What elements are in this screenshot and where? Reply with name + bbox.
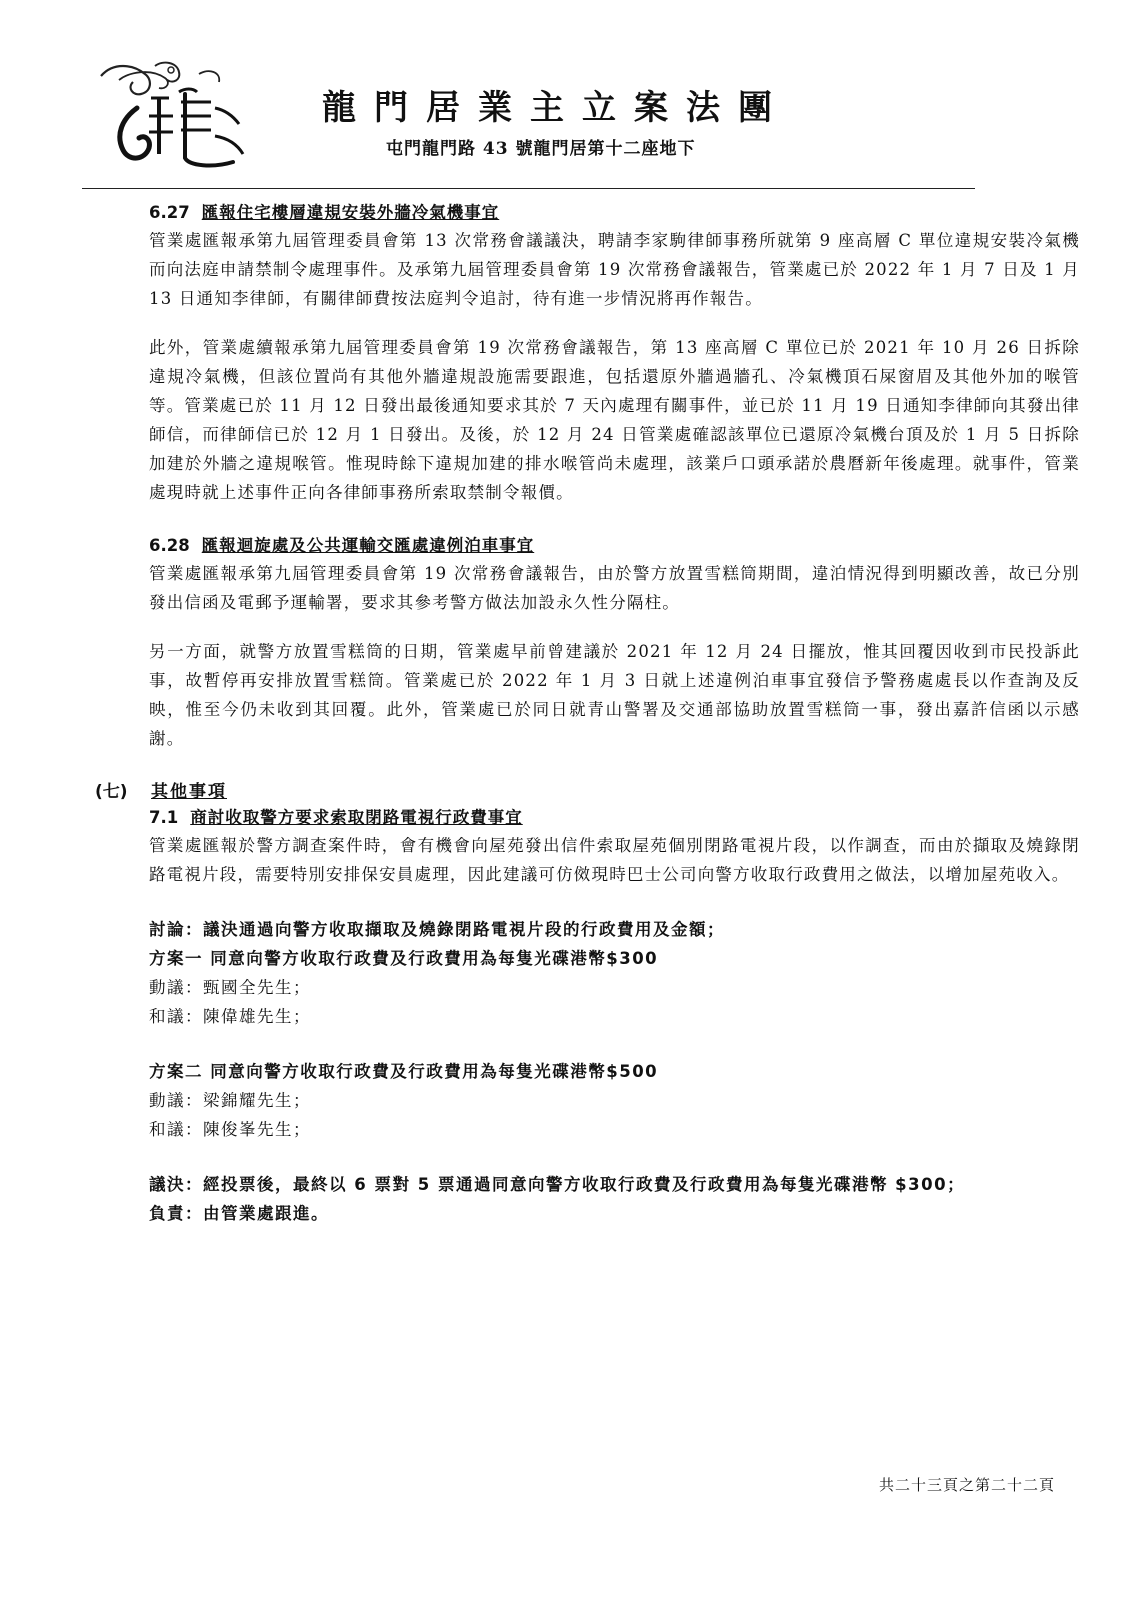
option-1-line: 方案一 同意向警方收取行政費及行政費用為每隻光碟港幣$300 <box>149 949 659 968</box>
section-title: 其他事項 <box>151 782 227 802</box>
section-7-1-heading <box>149 805 1080 831</box>
section-title: 商討收取警方要求索取閉路電視行政費事宜 <box>190 808 523 827</box>
section-7-1-paragraph: 管業處匯報於警方調查案件時，會有機會向屋苑發出信件索取屋苑個別閉路電視片段，以作調查，而由於擷取及燒錄閉路電視片段，需要特別安排保安員處理，因此建議可仿傚現時巴士公司向警方收取行政費用之做法，以增加屋苑收入。 <box>149 836 1080 884</box>
section-6-27-paragraph-2: 此外，管業處續報承第九屆管理委員會第 19 次常務會議報告，第 13 座高層 C 單位已於 2021 年 10 月 26 日拆除違規冷氣機，但該位置尚有其他外牆違規設施需要跟進，包括還原外牆過牆孔、冷氣機頂石屎窗眉及其他外加的喉管等。管業處已於 11 月 12 日發出最後通知要求其於 7 天內處理有關事件，並已於 11 月 19 日通知李律師向其發出律師信，而律師信已於 12 月 1 日發出。及後，於 12 月 24 日管業處確認該單位已還原冷氣機台頂及於 1 月 5 日拆除加建於外牆之違規喉管。惟現時餘下違規加建的排水喉管尚未處理，該業戶口頭承諾於農曆新年後處理。就事件，管業處現時就上述事件正向各律師事務所索取禁制令報價。 <box>149 338 1080 502</box>
section-6-28-paragraph-1: 管業處匯報承第九屆管理委員會第 19 次常務會議報告，由於警方放置雪糕筒期間，違泊情況得到明顯改善，故已分別發出信函及電郵予運輸署，要求其參考警方做法加設永久性分隔柱。 <box>149 564 1080 612</box>
header-divider <box>82 188 975 189</box>
section-6-28-paragraph-2: 另一方面，就警方放置雪糕筒的日期，管業處早前曾建議於 2021 年 12 月 24 日擺放，惟其回覆因收到市民投訴此事，故暫停再安排放置雪糕筒。管業處已於 2022 年 1 月 3 日就上述違例泊車事宜發信予警務處處長以作查詢及反映，惟至今仍未收到其回覆。此外，管業處已於同日就青山警署及交通部協助放置雪糕筒一事，發出嘉許信函以示感謝。 <box>149 642 1080 748</box>
option-2-line: 方案二 同意向警方收取行政費及行政費用為每隻光碟港幣$500 <box>149 1062 659 1081</box>
section-6-27-paragraph-1: 管業處匯報承第九屆管理委員會第 13 次常務會議議決，聘請李家駒律師事務所就第 9 座高層 C 單位違規安裝冷氣機而向法庭申請禁制令處理事件。及承第九屆管理委員會第 19 次常務會議報告，管業處已於 2022 年 1 月 7 日及 1 月 13 日通知李律師，有關律師費按法庭判令追討，待有進一步情況將再作報告。 <box>149 231 1080 308</box>
section-title: 匯報迴旋處及公共運輸交匯處違例泊車事宜 <box>201 536 535 555</box>
section-number: 6.27 <box>149 203 190 222</box>
section-number: (七) <box>95 782 128 802</box>
option-1-mover: 動議：甄國全先生； <box>149 978 311 997</box>
option-2-mover: 動議：梁錦耀先生； <box>149 1091 311 1110</box>
responsible-line: 負責：由管業處跟進。 <box>149 1204 329 1223</box>
option-2-seconder: 和議：陳俊峯先生； <box>149 1120 311 1139</box>
section-7-heading <box>95 779 1080 805</box>
section-6-27-heading <box>149 200 1080 226</box>
section-6-28-heading <box>149 533 1080 559</box>
resolution-label: 議決： <box>149 1175 203 1194</box>
discussion-line: 討論：議決通過向警方收取擷取及燒錄閉路電視片段的行政費用及金額； <box>149 920 725 939</box>
org-address: 屯門龍門路 43 號龍門居第十二座地下 <box>386 139 696 159</box>
dragon-logo <box>93 58 253 178</box>
section-number: 7.1 <box>149 808 179 827</box>
resolution-text: 經投票後，最終以 6 票對 5 票通過同意向警方收取行政費及行政費用為每隻光碟港幣 $300； <box>203 1175 966 1194</box>
section-number: 6.28 <box>149 536 190 555</box>
org-name: 龍門居業主立案法團 <box>322 88 790 128</box>
page-number: 共二十三頁之第二十二頁 <box>878 1476 1055 1494</box>
resolution-block <box>149 1170 1080 1199</box>
option-1-seconder: 和議：陳偉雄先生； <box>149 1007 311 1026</box>
section-title: 匯報住宅樓層違規安裝外牆冷氣機事宜 <box>201 203 500 222</box>
document-body <box>95 200 1080 1228</box>
